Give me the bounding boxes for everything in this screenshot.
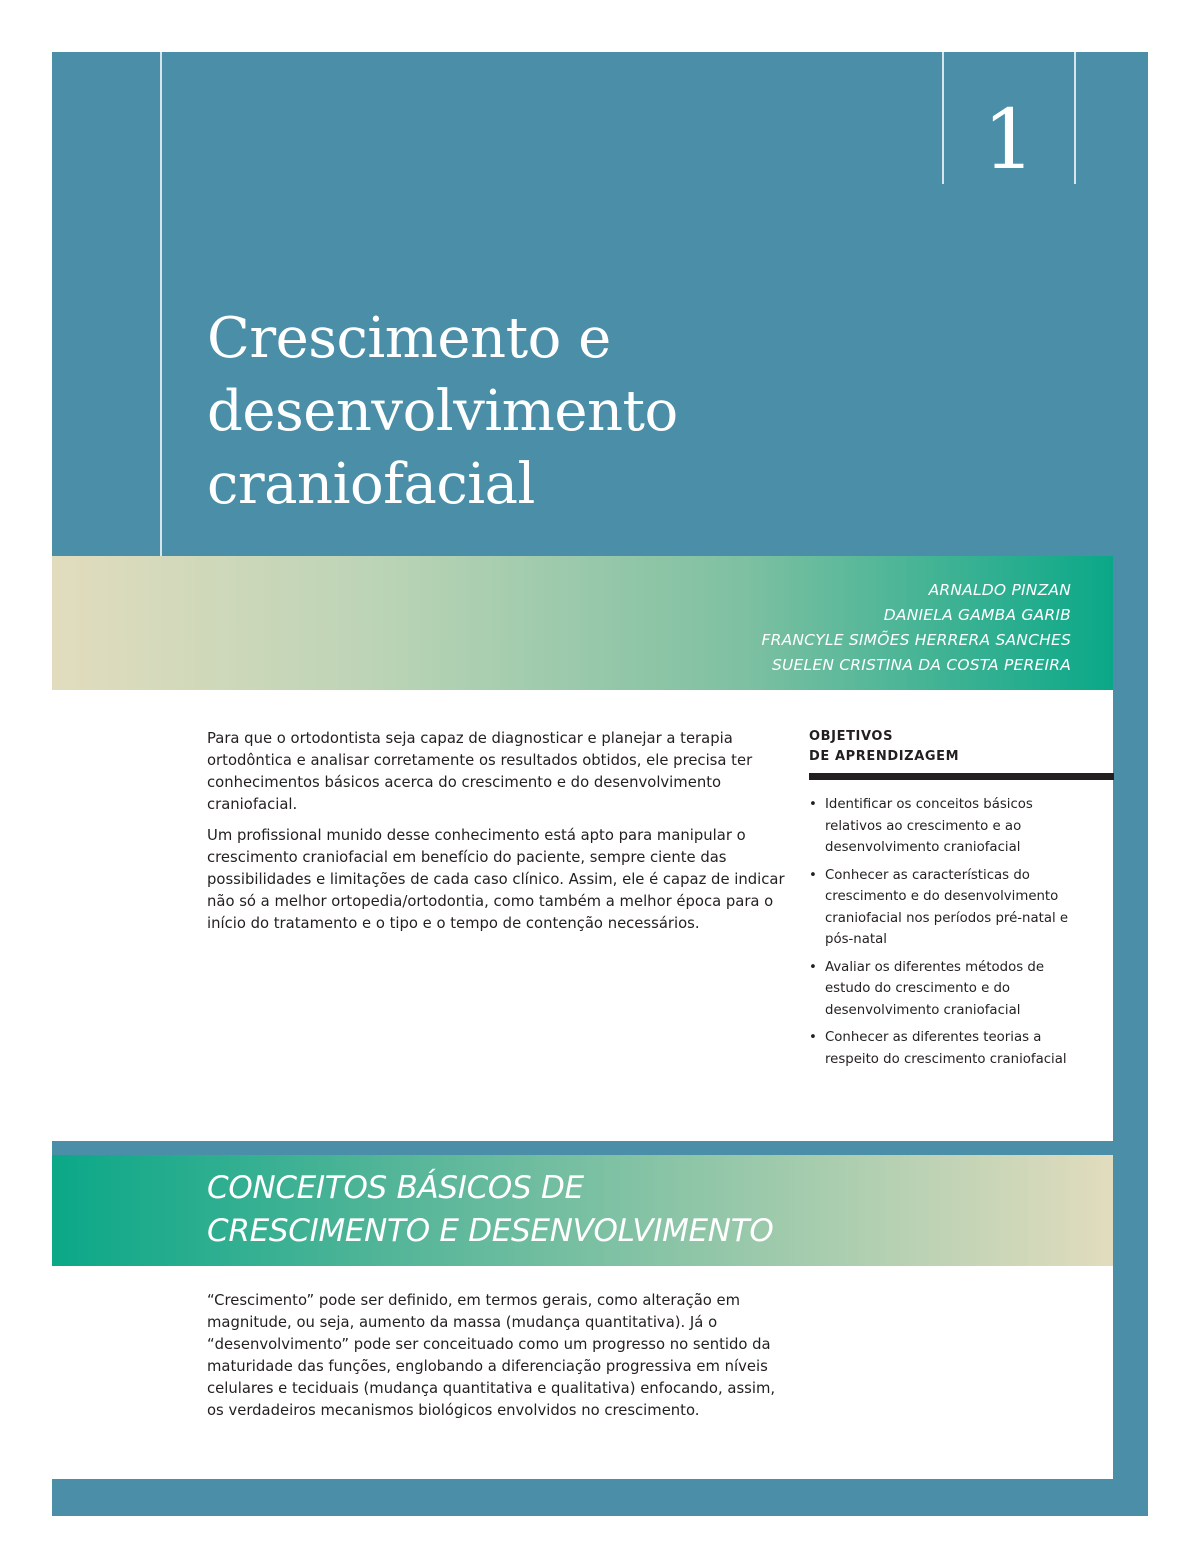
- chapter-title: [207, 302, 678, 521]
- objective-item: [809, 1027, 1071, 1070]
- objective-item: [809, 794, 1071, 859]
- objective-text: Avaliar os diferentes métodos de estudo do crescimento e do desenvolvimento craniofacial: [825, 959, 1045, 1018]
- section-title: [207, 1167, 773, 1253]
- author-list: [761, 578, 1071, 678]
- objective-item: [809, 865, 1071, 951]
- intro-paragraph: Um profissional munido desse conhecimento está apto para manipular o crescimento craniofacial em benefício do paciente, sempre ciente das possibilidades e limitações de cada caso clínico. Assim, ele é capaz de indicar não só a melhor ortopedia/ortodontia, como também a melhor época para o início do tratamento e o tipo e o tempo de contenção necessários.: [207, 827, 785, 932]
- intro-text: [207, 728, 792, 944]
- chapter-number: 1: [982, 93, 1036, 188]
- chapter-title-line: Crescimento e: [207, 306, 611, 371]
- authors-band: [52, 556, 1113, 690]
- bullet-icon: •: [809, 797, 817, 812]
- divider-line-number-right: [1074, 52, 1076, 184]
- chapter-title-line: desenvolvimento: [207, 379, 678, 444]
- section-heading-band: [52, 1155, 1113, 1266]
- bullet-icon: •: [809, 867, 817, 883]
- bullet-icon: •: [809, 1030, 817, 1045]
- author-name: SUELEN CRISTINA DA COSTA PEREIRA: [771, 656, 1071, 674]
- chapter-title-line: craniofacial: [207, 452, 535, 517]
- objective-text: Conhecer as características do crescimento e do desenvolvimento craniofacial nos períodos pré-natal e pós-natal: [825, 867, 1069, 947]
- intro-paragraph: Para que o ortodontista seja capaz de diagnosticar e planejar a terapia ortodôntica e analisar corretamente os resultados obtidos, ele precisa ter conhecimentos básicos acerca do crescimento e do desenvolvimento craniofacial.: [207, 730, 753, 813]
- author-name: FRANCYLE SIMÕES HERRERA SANCHES: [761, 631, 1071, 649]
- objectives-heading: [809, 727, 1114, 780]
- objectives-heading-line: DE APRENDIZAGEM: [809, 749, 960, 764]
- objective-item: [809, 957, 1071, 1022]
- objective-text: Conhecer as diferentes teorias a respeito do crescimento craniofacial: [825, 1030, 1067, 1067]
- objectives-heading-line: OBJETIVOS: [809, 729, 894, 744]
- objectives-list: [809, 794, 1114, 1070]
- section-title-line: CRESCIMENTO E DESENVOLVIMENTO: [207, 1213, 774, 1249]
- author-name: DANIELA GAMBA GARIB: [883, 606, 1071, 624]
- section-title-line: CONCEITOS BÁSICOS DE: [207, 1170, 584, 1206]
- objective-text: Identificar os conceitos básicos relativos ao crescimento e ao desenvolvimento craniofacial: [825, 797, 1033, 855]
- learning-objectives: [809, 727, 1114, 1076]
- bullet-icon: •: [809, 959, 817, 975]
- section-body-text: “Crescimento” pode ser definido, em termos gerais, como alteração em magnitude, ou seja, aumento da massa (mudança quantitativa). Já o “desenvolvimento” pode ser conceituado como um progresso no sentido da maturidade das funções, englobando a diferenciação progressiva em níveis celulares e teciduais (mudança quantitativa e qualitativa) enfocando, assim, os verdadeiros mecanismos biológicos envolvidos no crescimento.: [207, 1292, 776, 1419]
- author-name: ARNALDO PINZAN: [928, 581, 1071, 599]
- divider-line-left: [160, 52, 162, 556]
